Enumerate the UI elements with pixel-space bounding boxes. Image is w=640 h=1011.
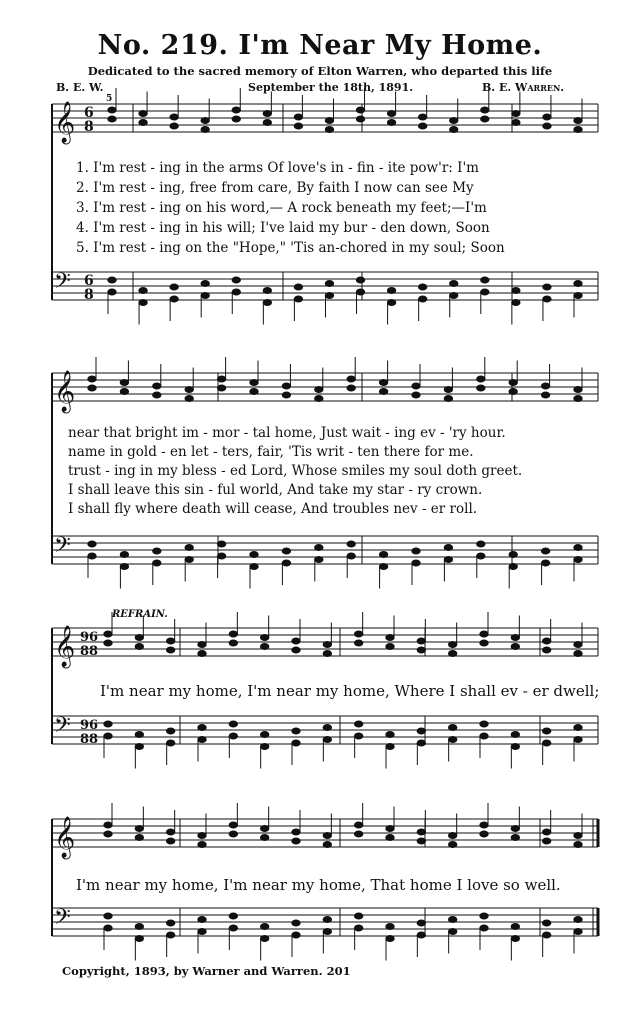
note-head xyxy=(448,725,456,731)
treble-clef-icon: 𝄞 xyxy=(54,102,76,143)
note-head xyxy=(512,288,520,294)
note-head xyxy=(412,548,420,554)
note-head xyxy=(542,920,550,926)
note-head xyxy=(260,826,268,832)
note-head xyxy=(198,833,206,839)
note-head xyxy=(448,833,456,839)
note-head xyxy=(509,564,517,570)
note-head xyxy=(294,114,302,120)
note-head xyxy=(509,380,517,386)
note-head xyxy=(574,833,582,839)
note-head xyxy=(354,631,362,637)
note-head xyxy=(292,638,300,644)
note-head xyxy=(511,635,519,641)
note-head xyxy=(108,116,116,122)
note-head xyxy=(448,642,456,648)
note-head xyxy=(417,728,425,734)
note-head xyxy=(292,838,300,844)
note-head xyxy=(481,289,489,295)
note-head xyxy=(480,721,488,727)
note-head xyxy=(511,936,519,942)
note-head xyxy=(356,116,364,122)
note-head xyxy=(104,721,112,727)
note-head xyxy=(418,296,426,302)
note-head xyxy=(120,564,128,570)
note-head xyxy=(153,560,161,566)
note-head xyxy=(263,120,271,126)
note-head xyxy=(511,744,519,750)
note-head xyxy=(139,300,147,306)
note-head xyxy=(323,917,331,923)
note-head xyxy=(263,300,271,306)
note-head xyxy=(229,913,237,919)
note-head xyxy=(386,924,394,930)
note-head xyxy=(543,114,551,120)
note-head xyxy=(260,835,268,841)
note-head xyxy=(444,557,452,563)
verse-1-line-2: near that bright im - mor - tal home, Just wait - ing ev - 'ry hour. xyxy=(68,425,506,441)
note-head xyxy=(135,744,143,750)
note-head xyxy=(229,640,237,646)
note-head xyxy=(185,557,193,563)
note-head xyxy=(574,557,582,563)
note-head xyxy=(448,842,456,848)
note-head xyxy=(418,284,426,290)
note-head xyxy=(412,560,420,566)
note-head xyxy=(292,740,300,746)
note-head xyxy=(354,925,362,931)
note-head xyxy=(574,642,582,648)
note-head xyxy=(511,644,519,650)
note-head xyxy=(448,917,456,923)
note-head xyxy=(170,114,178,120)
note-head xyxy=(323,842,331,848)
note-head xyxy=(448,929,456,935)
lyricist-credit: B. E. W. xyxy=(56,81,104,94)
time-signature-top: 6 xyxy=(84,273,94,289)
measure-number: 5 xyxy=(106,94,113,104)
note-head xyxy=(260,732,268,738)
note-head xyxy=(387,288,395,294)
note-head xyxy=(104,822,112,828)
verse-1-line-1: 1. I'm rest - ing in the arms Of love's in - fin - ite pow'r: I'm xyxy=(76,160,479,176)
note-head xyxy=(88,376,96,382)
note-head xyxy=(541,560,549,566)
note-head xyxy=(354,822,362,828)
note-head xyxy=(88,553,96,559)
note-head xyxy=(198,725,206,731)
note-head xyxy=(512,111,520,117)
bass-clef-icon: 𝄢 xyxy=(54,905,71,935)
time-signature-top: 6 xyxy=(84,105,94,121)
note-head xyxy=(347,385,355,391)
note-head xyxy=(170,296,178,302)
note-head xyxy=(323,833,331,839)
note-head xyxy=(166,920,174,926)
note-head xyxy=(135,826,143,832)
note-head xyxy=(356,277,364,283)
note-head xyxy=(135,936,143,942)
note-head xyxy=(292,920,300,926)
treble-clef-icon: 𝄞 xyxy=(54,817,76,858)
composer-credit: B. E. Warren. xyxy=(482,81,565,94)
note-head xyxy=(292,932,300,938)
note-head xyxy=(543,284,551,290)
note-head xyxy=(108,277,116,283)
note-head xyxy=(198,737,206,743)
note-head xyxy=(480,831,488,837)
verse-3-line-1: 3. I'm rest - ing on his word,— A rock beneath my feet;—I'm xyxy=(76,200,487,216)
note-head xyxy=(323,929,331,935)
note-head xyxy=(386,835,394,841)
note-head xyxy=(282,560,290,566)
note-head xyxy=(574,281,582,287)
note-head xyxy=(574,545,582,551)
note-head xyxy=(542,838,550,844)
note-head xyxy=(386,744,394,750)
note-head xyxy=(354,640,362,646)
note-head xyxy=(379,380,387,386)
note-head xyxy=(481,107,489,113)
hymn-title: No. 219. I'm Near My Home. xyxy=(97,30,543,61)
note-head xyxy=(294,296,302,302)
note-head xyxy=(511,826,519,832)
note-head xyxy=(574,651,582,657)
note-head xyxy=(185,545,193,551)
note-head xyxy=(263,111,271,117)
note-head xyxy=(325,118,333,124)
note-head xyxy=(450,118,458,124)
note-head xyxy=(166,740,174,746)
verse-5-line-2: I shall fly where death will cease, And troubles nev - er roll. xyxy=(68,501,478,517)
note-head xyxy=(232,277,240,283)
note-head xyxy=(512,120,520,126)
note-head xyxy=(379,552,387,558)
note-head xyxy=(511,835,519,841)
treble-clef-icon: 𝄞 xyxy=(54,626,76,667)
bass-clef-icon: 𝄢 xyxy=(54,533,71,563)
note-head xyxy=(418,123,426,129)
note-head xyxy=(417,829,425,835)
note-head xyxy=(417,647,425,653)
note-head xyxy=(542,638,550,644)
note-head xyxy=(323,737,331,743)
note-head xyxy=(229,822,237,828)
note-head xyxy=(229,721,237,727)
note-head xyxy=(88,541,96,547)
note-head xyxy=(260,635,268,641)
note-head xyxy=(323,642,331,648)
note-head xyxy=(185,396,193,402)
note-head xyxy=(542,932,550,938)
note-head xyxy=(166,638,174,644)
note-head xyxy=(282,383,290,389)
note-head xyxy=(387,120,395,126)
note-head xyxy=(477,553,485,559)
note-head xyxy=(417,638,425,644)
note-head xyxy=(260,744,268,750)
note-head xyxy=(201,127,209,133)
note-head xyxy=(347,553,355,559)
note-head xyxy=(166,932,174,938)
date-line: September the 18th, 1891. xyxy=(248,81,414,94)
note-head xyxy=(217,385,225,391)
note-head xyxy=(135,924,143,930)
note-head xyxy=(379,389,387,395)
note-head xyxy=(315,387,323,393)
note-head xyxy=(198,651,206,657)
note-head xyxy=(386,732,394,738)
bass-clef-icon: 𝄢 xyxy=(54,713,71,743)
note-head xyxy=(417,920,425,926)
note-head xyxy=(387,300,395,306)
note-head xyxy=(574,929,582,935)
refrain-line-1: I'm near my home, I'm near my home, Where I shall ev - er dwell; xyxy=(100,682,600,700)
note-head xyxy=(347,376,355,382)
note-head xyxy=(480,733,488,739)
note-head xyxy=(260,924,268,930)
note-head xyxy=(354,721,362,727)
note-head xyxy=(444,387,452,393)
note-head xyxy=(574,396,582,402)
note-head xyxy=(477,376,485,382)
note-head xyxy=(386,644,394,650)
note-head xyxy=(480,913,488,919)
note-head xyxy=(282,548,290,554)
note-head xyxy=(263,288,271,294)
note-head xyxy=(512,300,520,306)
note-head xyxy=(417,932,425,938)
note-head xyxy=(135,732,143,738)
note-head xyxy=(292,647,300,653)
note-head xyxy=(543,123,551,129)
note-head xyxy=(541,383,549,389)
note-head xyxy=(185,387,193,393)
note-head xyxy=(170,284,178,290)
note-head xyxy=(104,631,112,637)
note-head xyxy=(120,380,128,386)
note-head xyxy=(232,289,240,295)
note-head xyxy=(480,631,488,637)
time-signature-bottom: 88 xyxy=(80,644,99,659)
note-head xyxy=(542,728,550,734)
note-head xyxy=(135,635,143,641)
note-head xyxy=(574,842,582,848)
note-head xyxy=(542,647,550,653)
note-head xyxy=(386,826,394,832)
note-head xyxy=(88,385,96,391)
note-head xyxy=(198,642,206,648)
note-head xyxy=(250,564,258,570)
verse-4-line-1: 4. I'm rest - ing in his will; I've laid my bur - den down, Soon xyxy=(76,220,490,236)
note-head xyxy=(250,389,258,395)
note-head xyxy=(135,835,143,841)
note-head xyxy=(250,380,258,386)
refrain-label: REFRAIN. xyxy=(112,609,168,620)
bass-clef-icon: 𝄢 xyxy=(54,269,71,299)
note-head xyxy=(166,728,174,734)
note-head xyxy=(509,389,517,395)
note-head xyxy=(450,293,458,299)
note-head xyxy=(201,118,209,124)
note-head xyxy=(229,925,237,931)
note-head xyxy=(417,838,425,844)
dedication-line: Dedicated to the sacred memory of Elton Warren, who departed this life xyxy=(87,64,553,78)
note-head xyxy=(574,293,582,299)
note-head xyxy=(108,289,116,295)
note-head xyxy=(574,387,582,393)
note-head xyxy=(292,728,300,734)
note-head xyxy=(386,936,394,942)
note-head xyxy=(166,838,174,844)
note-head xyxy=(356,289,364,295)
note-head xyxy=(511,924,519,930)
note-head xyxy=(198,917,206,923)
note-head xyxy=(250,552,258,558)
note-head xyxy=(108,107,116,113)
note-head xyxy=(325,127,333,133)
time-signature-top: 96 xyxy=(80,718,99,733)
note-head xyxy=(543,296,551,302)
note-head xyxy=(153,548,161,554)
note-head xyxy=(574,725,582,731)
note-head xyxy=(448,651,456,657)
verse-2-line-2: name in gold - en let - ters, fair, 'Tis writ - ten there for me. xyxy=(68,444,474,460)
note-head xyxy=(323,651,331,657)
note-head xyxy=(198,842,206,848)
note-head xyxy=(139,120,147,126)
refrain-line-2: I'm near my home, I'm near my home, That home I love so well. xyxy=(76,876,561,894)
note-head xyxy=(260,936,268,942)
note-head xyxy=(444,545,452,551)
note-head xyxy=(201,293,209,299)
note-head xyxy=(481,116,489,122)
treble-clef-icon: 𝄞 xyxy=(54,371,76,412)
note-head xyxy=(541,392,549,398)
note-head xyxy=(412,392,420,398)
note-head xyxy=(347,541,355,547)
note-head xyxy=(217,553,225,559)
note-head xyxy=(412,383,420,389)
note-head xyxy=(282,392,290,398)
note-head xyxy=(198,929,206,935)
note-head xyxy=(356,107,364,113)
time-signature-bottom: 88 xyxy=(80,732,99,747)
note-head xyxy=(139,288,147,294)
note-head xyxy=(315,557,323,563)
note-head xyxy=(325,293,333,299)
note-head xyxy=(387,111,395,117)
note-head xyxy=(139,111,147,117)
note-head xyxy=(448,737,456,743)
note-head xyxy=(354,733,362,739)
note-head xyxy=(386,635,394,641)
note-head xyxy=(294,123,302,129)
note-head xyxy=(104,913,112,919)
note-head xyxy=(104,925,112,931)
note-head xyxy=(574,737,582,743)
note-head xyxy=(480,822,488,828)
note-head xyxy=(574,127,582,133)
note-head xyxy=(418,114,426,120)
note-head xyxy=(153,392,161,398)
note-head xyxy=(232,107,240,113)
verse-5-line-1: 5. I'm rest - ing on the "Hope," 'Tis an-chored in my soul; Soon xyxy=(76,240,505,256)
note-head xyxy=(444,396,452,402)
note-head xyxy=(315,396,323,402)
verse-3-line-2: trust - ing in my bless - ed Lord, Whose smiles my soul doth greet. xyxy=(68,463,523,479)
note-head xyxy=(170,123,178,129)
time-signature-bottom: 8 xyxy=(84,119,94,135)
note-head xyxy=(166,829,174,835)
note-head xyxy=(104,733,112,739)
note-head xyxy=(481,277,489,283)
time-signature-bottom: 8 xyxy=(84,287,94,303)
note-head xyxy=(229,831,237,837)
note-head xyxy=(477,385,485,391)
note-head xyxy=(229,631,237,637)
note-head xyxy=(379,564,387,570)
note-head xyxy=(166,647,174,653)
time-signature-top: 96 xyxy=(80,630,99,645)
verse-4-line-2: I shall leave this sin - ful world, And take my star - ry crown. xyxy=(68,482,483,498)
note-head xyxy=(354,913,362,919)
note-head xyxy=(417,740,425,746)
note-head xyxy=(153,383,161,389)
note-head xyxy=(260,644,268,650)
note-head xyxy=(354,831,362,837)
note-head xyxy=(509,552,517,558)
verse-2-line-1: 2. I'm rest - ing, free from care, By faith I now can see My xyxy=(76,180,474,196)
note-head xyxy=(315,545,323,551)
note-head xyxy=(325,281,333,287)
note-head xyxy=(480,925,488,931)
note-head xyxy=(229,733,237,739)
note-head xyxy=(542,829,550,835)
note-head xyxy=(217,376,225,382)
note-head xyxy=(450,127,458,133)
note-head xyxy=(574,917,582,923)
note-head xyxy=(574,118,582,124)
note-head xyxy=(135,644,143,650)
note-head xyxy=(323,725,331,731)
note-head xyxy=(294,284,302,290)
note-head xyxy=(232,116,240,122)
copyright-footer: Copyright, 1893, by Warner and Warren. 201 xyxy=(62,964,351,978)
note-head xyxy=(120,389,128,395)
note-head xyxy=(477,541,485,547)
note-head xyxy=(511,732,519,738)
note-head xyxy=(542,740,550,746)
note-head xyxy=(104,831,112,837)
note-head xyxy=(541,548,549,554)
note-head xyxy=(120,552,128,558)
note-head xyxy=(104,640,112,646)
note-head xyxy=(450,281,458,287)
note-head xyxy=(292,829,300,835)
note-head xyxy=(217,541,225,547)
note-head xyxy=(480,640,488,646)
note-head xyxy=(201,281,209,287)
